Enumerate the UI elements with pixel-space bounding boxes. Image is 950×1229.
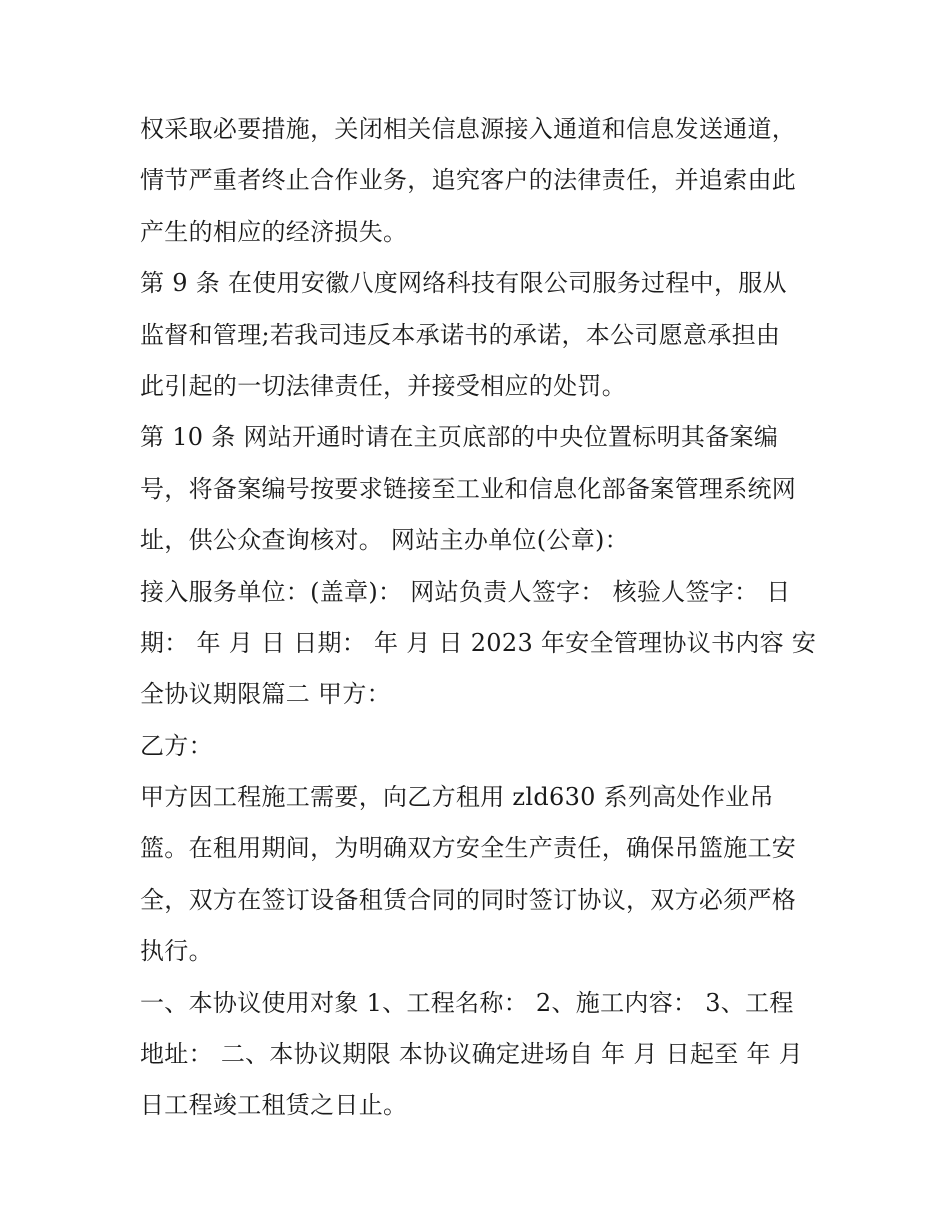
- text-line: 甲方因工程施工需要，向乙方租用 zld630 系列高处作业吊: [140, 783, 774, 812]
- paragraph-article-9: [140, 258, 820, 412]
- text-line: 乙方：: [140, 731, 213, 760]
- text-line: 执行。: [140, 937, 213, 966]
- text-line: 第 9 条 在使用安徽八度网络科技有限公司服务过程中，服从: [140, 269, 787, 298]
- document-body: [140, 104, 820, 1132]
- text-line: 接入服务单位：(盖章)： 网站负责人签字： 核验人签字： 日: [140, 577, 791, 606]
- text-line: 情节严重者终止合作业务，追究客户的法律责任，并追索由此: [140, 166, 797, 195]
- paragraph-agreement-scope: [140, 978, 820, 1132]
- text-line: 号，将备案编号按要求链接至工业和信息化部备案管理系统网: [140, 474, 797, 503]
- text-line: 第 10 条 网站开通时请在主页底部的中央位置标明其备案编: [140, 423, 779, 452]
- text-line: 产生的相应的经济损失。: [140, 217, 408, 246]
- text-line: 日工程竣工租赁之日止。: [140, 1091, 408, 1120]
- text-line: 此引起的一切法律责任，并接受相应的处罚。: [140, 371, 626, 400]
- paragraph-lease-purpose: [140, 772, 820, 978]
- paragraph-termination-clause: [140, 104, 820, 258]
- text-line: 全，双方在签订设备租赁合同的同时签订协议，双方必须严格: [140, 885, 797, 914]
- text-line: 地址： 二、本协议期限 本协议确定进场自 年 月 日起至 年 月: [140, 1040, 804, 1069]
- text-line: 址，供公众查询核对。 网站主办单位(公章)：: [140, 526, 629, 555]
- text-line: 期： 年 月 日 日期： 年 月 日 2023 年安全管理协议书内容 安: [140, 628, 817, 657]
- text-line: 权采取必要措施，关闭相关信息源接入通道和信息发送通道，: [140, 115, 797, 143]
- text-line: 全协议期限篇二 甲方：: [140, 680, 391, 709]
- paragraph-signatures: [140, 567, 820, 721]
- paragraph-article-10: [140, 412, 820, 566]
- text-line: 一、本协议使用对象 1、工程名称： 2、施工内容： 3、工程: [140, 988, 794, 1017]
- text-line: 监督和管理;若我司违反本承诺书的承诺，本公司愿意承担由: [140, 320, 781, 349]
- paragraph-party-b: [140, 721, 820, 772]
- text-line: 篮。在租用期间，为明确双方安全生产责任，确保吊篮施工安: [140, 834, 797, 863]
